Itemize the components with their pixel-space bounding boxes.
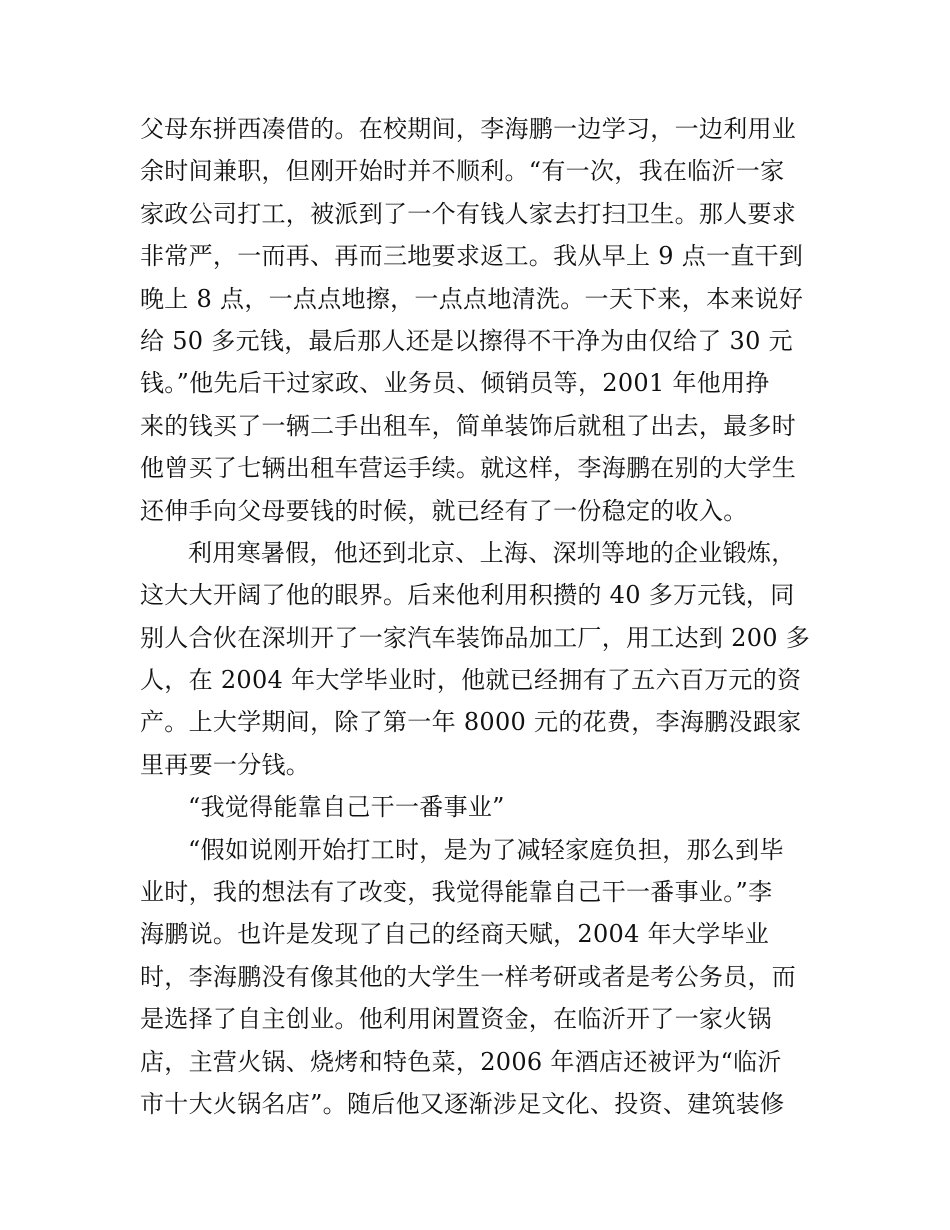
text-line: 人，在 2004 年大学毕业时，他就已经拥有了五六百万元的资 [140, 666, 802, 695]
text-line: 时，李海鹏没有像其他的大学生一样考研或者是考公务员，而 [140, 962, 797, 991]
text-line: 晚上 8 点，一点点地擦，一点点地清洗。一天下来，本来说好 [140, 284, 804, 313]
text-line: 里再要一分钱。 [140, 750, 311, 779]
text-line: 业时，我的想法有了改变，我觉得能靠自己干一番事业。”李 [140, 878, 773, 907]
section-heading: “我觉得能靠自己干一番事业” [188, 793, 505, 822]
text-line: 余时间兼职，但刚开始时并不顺利。“有一次，我在临沂一家 [140, 157, 785, 186]
text-line: 来的钱买了一辆二手出租车，简单装饰后就租了出去，最多时 [140, 411, 797, 440]
text-line: 非常严，一而再、再而三地要求返工。我从早上 9 点一直干到 [140, 242, 804, 271]
text-line: 家政公司打工，被派到了一个有钱人家去打扫卫生。那人要求 [140, 199, 797, 228]
text-line: 这大大开阔了他的眼界。后来他利用积攒的 40 多万元钱，同 [140, 581, 795, 610]
text-line: 他曾买了七辆出租车营运手续。就这样，李海鹏在别的大学生 [140, 454, 797, 483]
paragraph-start-line: 利用寒暑假，他还到北京、上海、深圳等地的企业锻炼， [188, 538, 796, 567]
text-line: 给 50 多元钱，最后那人还是以擦得不干净为由仅给了 30 元 [140, 326, 793, 355]
text-line: 是选择了自主创业。他利用闲置资金，在临沂开了一家火锅 [140, 1005, 772, 1034]
text-line: 市十大火锅名店”。随后他又逐渐涉足文化、投资、建筑装修 [140, 1089, 785, 1118]
text-line: 还伸手向父母要钱的时候，就已经有了一份稳定的收入。 [140, 496, 748, 525]
text-line: 海鹏说。也许是发现了自己的经商天赋，2004 年大学毕业 [140, 920, 770, 949]
body-text [140, 108, 820, 1125]
text-line: 别人合伙在深圳开了一家汽车装饰品加工厂，用工达到 200 多 [140, 623, 811, 652]
text-line: 产。上大学期间，除了第一年 8000 元的花费，李海鹏没跟家 [140, 708, 802, 737]
text-line: 店，主营火锅、烧烤和特色菜，2006 年酒店还被评为“临沂 [140, 1047, 782, 1076]
paragraph-start-line: “假如说刚开始打工时，是为了减轻家庭负担，那么到毕 [188, 835, 784, 864]
text-line: 钱。”他先后干过家政、业务员、倾销员等，2001 年他用挣 [140, 369, 770, 398]
text-line: 父母东拼西凑借的。在校期间，李海鹏一边学习，一边利用业 [140, 115, 797, 143]
